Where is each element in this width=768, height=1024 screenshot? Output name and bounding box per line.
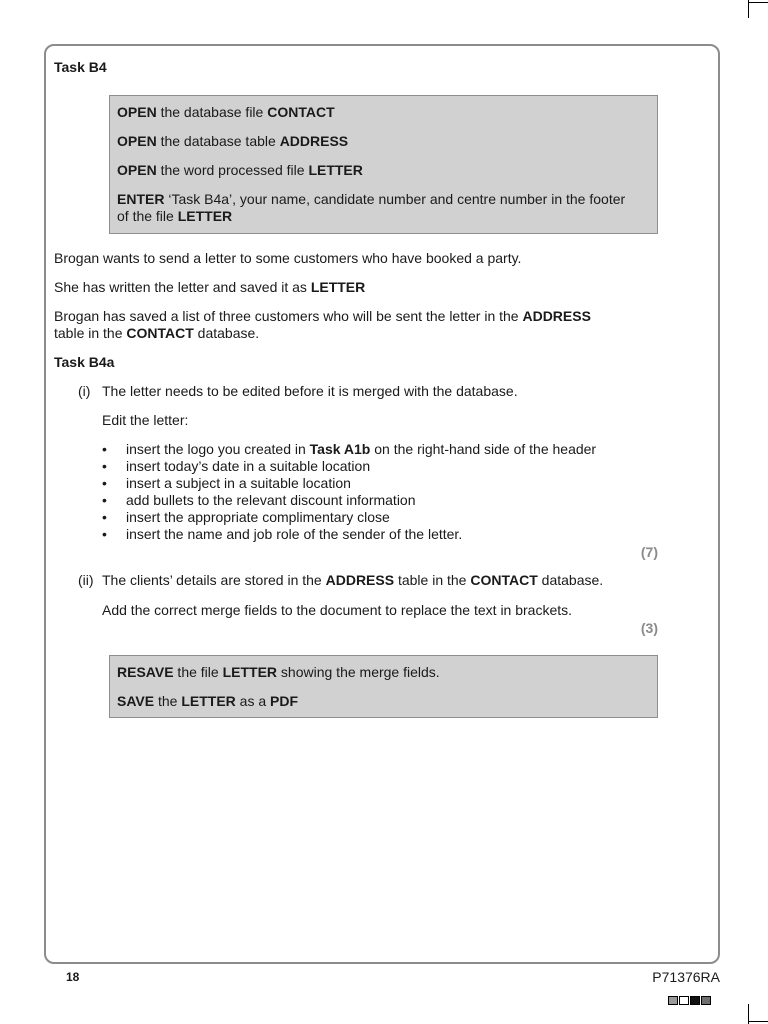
instruction-line: OPEN the database file CONTACT: [117, 104, 335, 120]
question-number: (ii): [78, 572, 94, 588]
crop-mark: [748, 0, 749, 18]
instruction-line: OPEN the database table ADDRESS: [117, 133, 349, 149]
task-title: Task B4: [54, 59, 107, 75]
question-text: Add the correct merge fields to the document to replace the text in brackets.: [102, 602, 573, 618]
question-text: Edit the letter:: [102, 412, 189, 428]
marks-label: (3): [640, 620, 658, 636]
registration-block: [668, 996, 678, 1005]
question-text: The clients’ details are stored in the ADDRESS table in the CONTACT database.: [102, 572, 604, 588]
instruction-line: OPEN the word processed file LETTER: [117, 162, 363, 178]
instruction-box: [109, 95, 658, 234]
instruction-line: RESAVE the file LETTER showing the merge fields.: [117, 664, 440, 680]
instruction-line: ENTER ‘Task B4a’, your name, candidate number and centre number in the footer: [117, 191, 626, 207]
registration-block: [690, 996, 700, 1005]
paragraph: She has written the letter and saved it as LETTER: [54, 279, 366, 295]
registration-block: [679, 996, 689, 1005]
marks-label: (7): [640, 544, 658, 560]
crop-mark: [748, 1004, 749, 1024]
subtask-title: Task B4a: [54, 354, 115, 370]
page-number: 18: [66, 970, 80, 984]
paragraph: Brogan has saved a list of three customers who will be sent the letter in the ADDRESS: [54, 308, 591, 324]
paragraph: table in the CONTACT database.: [54, 325, 260, 341]
paper-code: P71376RA: [652, 969, 720, 985]
paragraph: Brogan wants to send a letter to some customers who have booked a party.: [54, 250, 522, 266]
question-number: (i): [78, 383, 91, 399]
registration-block: [701, 996, 711, 1005]
instruction-line: of the file LETTER: [117, 208, 233, 224]
crop-mark: [748, 1021, 768, 1022]
instruction-line: SAVE the LETTER as a PDF: [117, 693, 299, 709]
instruction-box: [109, 655, 658, 718]
registration-bars: [668, 996, 712, 1005]
crop-mark: [748, 2, 768, 3]
question-text: The letter needs to be edited before it is merged with the database.: [102, 383, 518, 399]
